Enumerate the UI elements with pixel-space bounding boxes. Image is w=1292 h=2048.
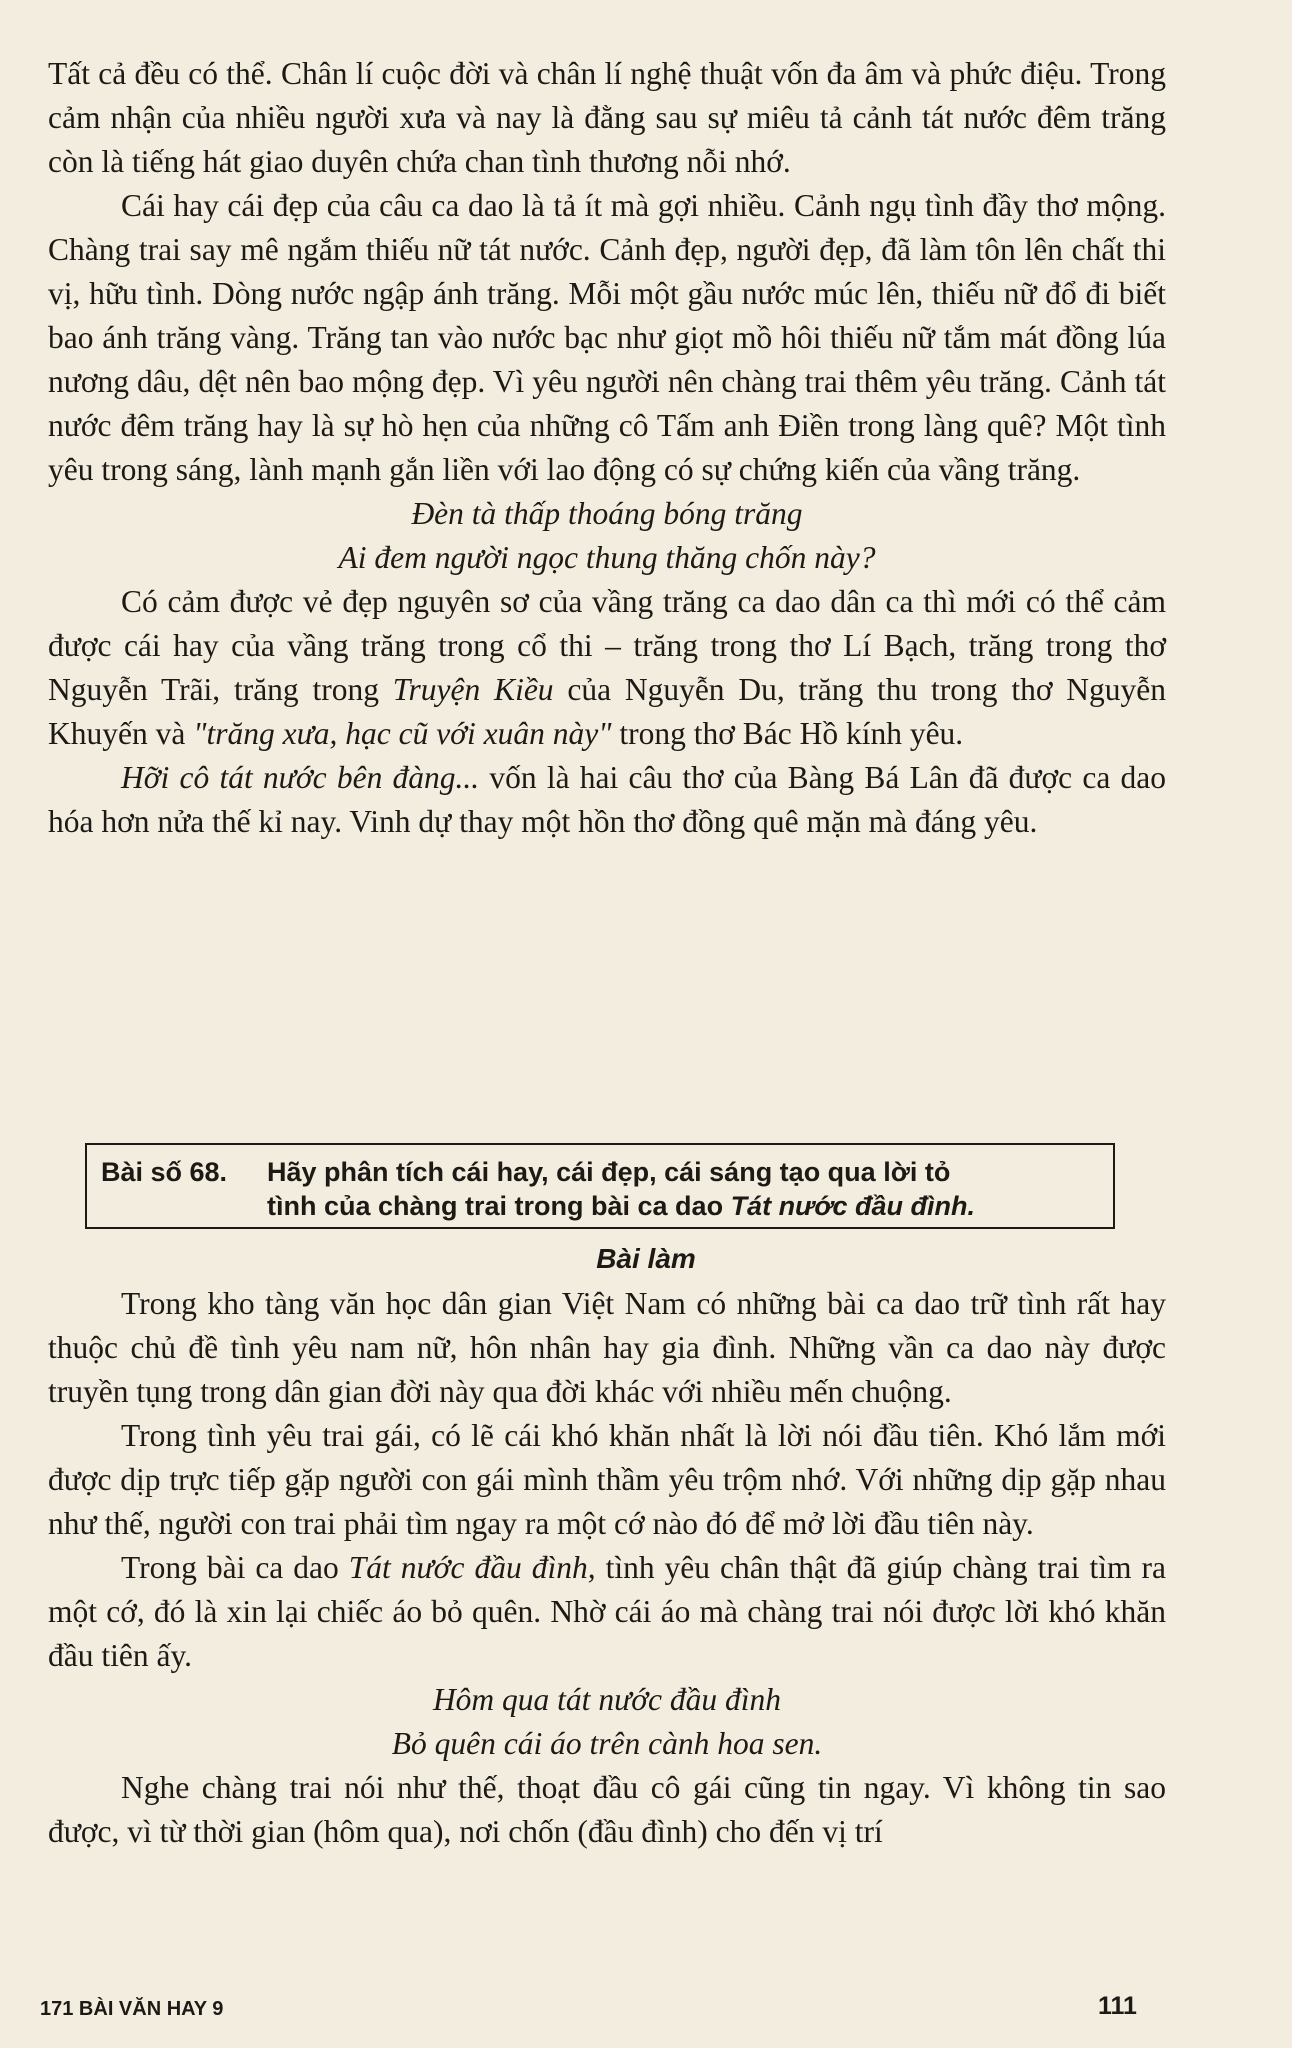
italic-quote: Hỡi cô tát nước bên đàng...	[121, 760, 480, 795]
italic-title: Tát nước đầu đình.	[730, 1191, 975, 1221]
poem-line: Bỏ quên cái áo trên cành hoa sen.	[391, 1726, 823, 1761]
text-span: tình của chàng trai trong bài ca dao	[267, 1191, 731, 1221]
essay-paragraph-1: Trong kho tàng văn học dân gian Việt Nam có những bài ca dao trữ tình rất hay thuộc chủ đề tình yêu nam nữ, hôn nhân hay gia đình. Những vần ca dao này được truyền tụng trong dân gian đời này qua đời khác với nhiều mến chuộng.	[48, 1286, 1166, 1409]
paragraph-4	[48, 756, 1166, 844]
page-number: 111	[1098, 1992, 1137, 2020]
poem-quote-1	[48, 492, 1166, 580]
text-span: tình yêu chân thật đã giúp chàng trai tìm ra một cớ, đó là xin lại chiếc áo bỏ quên. Nhờ cái áo mà chàng trai nói được lời khó khăn đầu tiên ấy.	[48, 1550, 1166, 1673]
text-span: vốn là hai câu thơ của Bàng Bá Lân đã được ca dao hóa hơn nửa thế kỉ nay. Vinh dự thay một hồn thơ đồng quê mặn mà đáng yêu.	[48, 760, 1166, 839]
essay-heading: Bài làm	[596, 1243, 696, 1274]
italic-quote: "trăng xưa, hạc cũ với xuân này"	[193, 716, 612, 751]
essay-paragraph-3	[48, 1546, 1166, 1678]
paragraph-3	[48, 580, 1166, 756]
text-span: Trong bài ca dao	[121, 1550, 349, 1585]
italic-title: Truyện Kiều	[392, 672, 554, 707]
footer-book-title: 171 BÀI VĂN HAY 9	[40, 1998, 224, 2020]
exercise-prompt-line-2	[267, 1191, 975, 1222]
essay-paragraph-2: Trong tình yêu trai gái, có lẽ cái khó khăn nhất là lời nói đầu tiên. Khó lắm mới được dịp trực tiếp gặp người con gái mình thầm yêu trộm nhớ. Với những dịp gặp nhau như thế, người con trai phải tìm ngay ra một cớ nào đó để mở lời đầu tiên này.	[48, 1418, 1166, 1541]
poem-line: Đèn tà thấp thoáng bóng trăng	[411, 496, 803, 531]
text-span: trong thơ Bác Hồ kính yêu.	[611, 716, 964, 751]
paragraph-2: Cái hay cái đẹp của câu ca dao là tả ít mà gợi nhiều. Cảnh ngụ tình đầy thơ mộng. Chàng trai say mê ngắm thiếu nữ tát nước. Cảnh đẹp, người đẹp, đã làm tôn lên chất thi vị, hữu tình. Dòng nước ngập ánh trăng. Mỗi một gầu nước múc lên, thiếu nữ đổ đi biết bao ánh trăng vàng. Trăng tan vào nước bạc như giọt mồ hôi thiếu nữ tắm mát đồng lúa nương dâu, dệt nên bao mộng đẹp. Vì yêu người nên chàng trai thêm yêu trăng. Cảnh tát nước đêm trăng hay là sự hò hẹn của những cô Tấm anh Điền trong làng quê? Một tình yêu trong sáng, lành mạnh gắn liền với lao động có sự chứng kiến của vầng trăng.	[48, 188, 1166, 487]
poem-line: Ai đem người ngọc thung thăng chốn này?	[338, 540, 876, 575]
upper-text-block	[48, 52, 1166, 844]
exercise-prompt-line-1: Hãy phân tích cái hay, cái đẹp, cái sáng tạo qua lời tỏ	[267, 1157, 951, 1187]
text-span: của Nguyễn Du, trăng thu trong thơ Nguyễn Khuyến và	[48, 672, 1167, 751]
exercise-number: Bài số 68.	[101, 1157, 228, 1187]
text-span: Có cảm được vẻ đẹp nguyên sơ của vầng trăng ca dao dân ca thì mới có thể cảm được cái hay của vầng trăng trong cổ thi – trăng trong thơ Lí Bạch, trăng trong thơ Nguyễn Trãi, trăng trong	[48, 584, 1166, 707]
essay-text-block	[48, 1282, 1166, 1854]
poem-line: Hôm qua tát nước đầu đình	[432, 1682, 782, 1717]
poem-quote-2	[48, 1678, 1166, 1766]
exercise-box	[85, 1143, 1115, 1229]
paragraph-1: Tất cả đều có thể. Chân lí cuộc đời và chân lí nghệ thuật vốn đa âm và phức điệu. Trong cảm nhận của nhiều người xưa và nay là đằng sau sự miêu tả cảnh tát nước đêm trăng còn là tiếng hát giao duyên chứa chan tình thương nỗi nhớ.	[48, 56, 1166, 179]
essay-paragraph-4: Nghe chàng trai nói như thế, thoạt đầu cô gái cũng tin ngay. Vì không tin sao được, vì từ thời gian (hôm qua), nơi chốn (đầu đình) cho đến vị trí	[48, 1770, 1166, 1849]
italic-title: Tát nước đầu đình,	[348, 1550, 596, 1585]
